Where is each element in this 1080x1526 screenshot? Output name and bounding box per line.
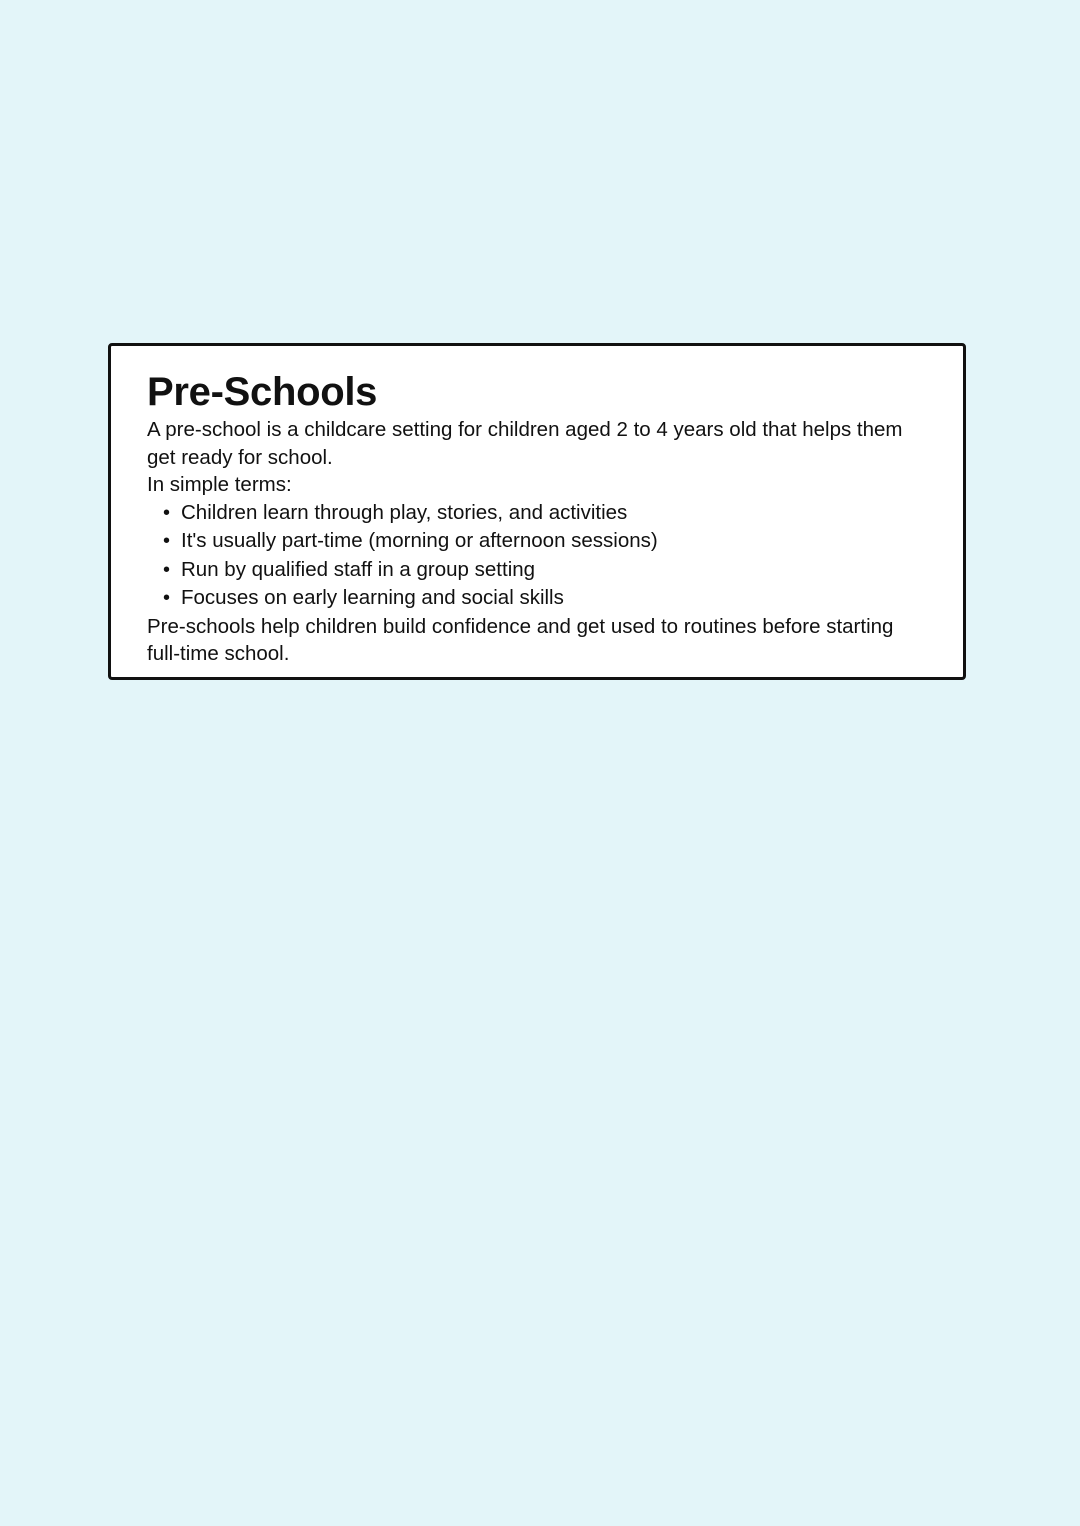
bullet-list	[147, 499, 927, 613]
list-item	[163, 527, 927, 556]
closing-paragraph-line-2: full-time school.	[147, 642, 290, 665]
list-item	[163, 499, 927, 528]
list-item	[163, 584, 927, 613]
bullet-icon: •	[163, 501, 171, 524]
info-card	[108, 343, 966, 680]
list-item-text: Focuses on early learning and social skills	[181, 586, 564, 609]
intro-paragraph-line-2: get ready for school.	[147, 445, 333, 469]
bullet-icon: •	[163, 587, 171, 609]
list-item	[163, 556, 927, 585]
closing-paragraph-line-1: Pre-schools help children build confidence and get used to routines before starting	[147, 614, 894, 638]
card-title: Pre-Schools	[147, 370, 378, 414]
list-item-text: It's usually part-time (morning or afternoon sessions)	[181, 529, 658, 552]
lead-in-text: In simple terms:	[147, 473, 292, 496]
intro-paragraph-line-1: A pre-school is a childcare setting for children aged 2 to 4 years old that helps them	[147, 418, 903, 441]
list-item-text: Run by qualified staff in a group setting	[181, 557, 536, 581]
bullet-icon: •	[163, 530, 171, 552]
bullet-icon: •	[163, 558, 171, 581]
list-item-text: Children learn through play, stories, and activities	[181, 500, 628, 524]
